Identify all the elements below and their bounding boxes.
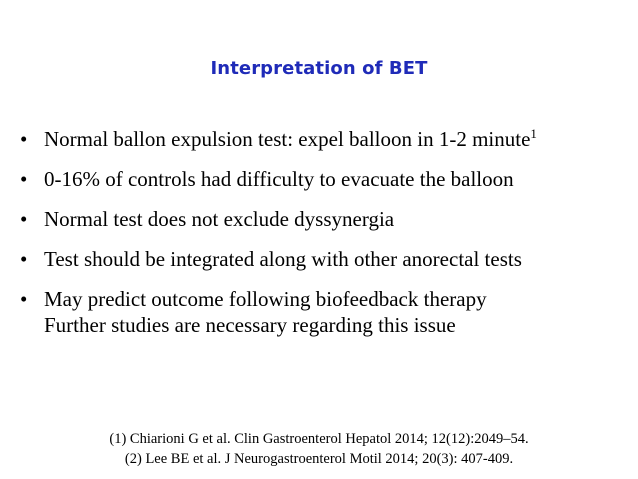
references xyxy=(0,429,638,469)
footnote-marker: 1 xyxy=(530,126,537,141)
bullet-item xyxy=(20,286,630,338)
bullet-text: Normal ballon expulsion test: expel balloon in 1-2 minute xyxy=(44,127,531,151)
bullet-dot: • xyxy=(20,247,28,271)
bullet-dot: • xyxy=(20,207,28,231)
bullet-list xyxy=(20,126,630,352)
bullet-text: 0-16% of controls had difficulty to evacuate the balloon xyxy=(44,167,514,191)
bullet-dot: • xyxy=(20,167,28,191)
bullet-text: May predict outcome following biofeedback therapy xyxy=(44,287,487,311)
bullet-item xyxy=(20,246,630,272)
bullet-text: Test should be integrated along with other anorectal tests xyxy=(44,247,522,271)
bullet-item xyxy=(20,206,630,232)
bullet-item xyxy=(20,166,630,192)
bullet-continuation-text: Further studies are necessary regarding this issue xyxy=(44,313,456,337)
bullet-text: Normal test does not exclude dyssynergia xyxy=(44,207,395,231)
bullet-dot: • xyxy=(20,287,28,311)
bullet-item xyxy=(20,126,630,152)
slide-title: Interpretation of BET xyxy=(210,58,428,79)
bullet-dot: • xyxy=(20,127,28,151)
reference-item: (2) Lee BE et al. J Neurogastroenterol Motil 2014; 20(3): 407-409. xyxy=(124,451,514,467)
reference-item: (1) Chiarioni G et al. Clin Gastroenterol Hepatol 2014; 12(12):2049–54. xyxy=(109,431,529,447)
